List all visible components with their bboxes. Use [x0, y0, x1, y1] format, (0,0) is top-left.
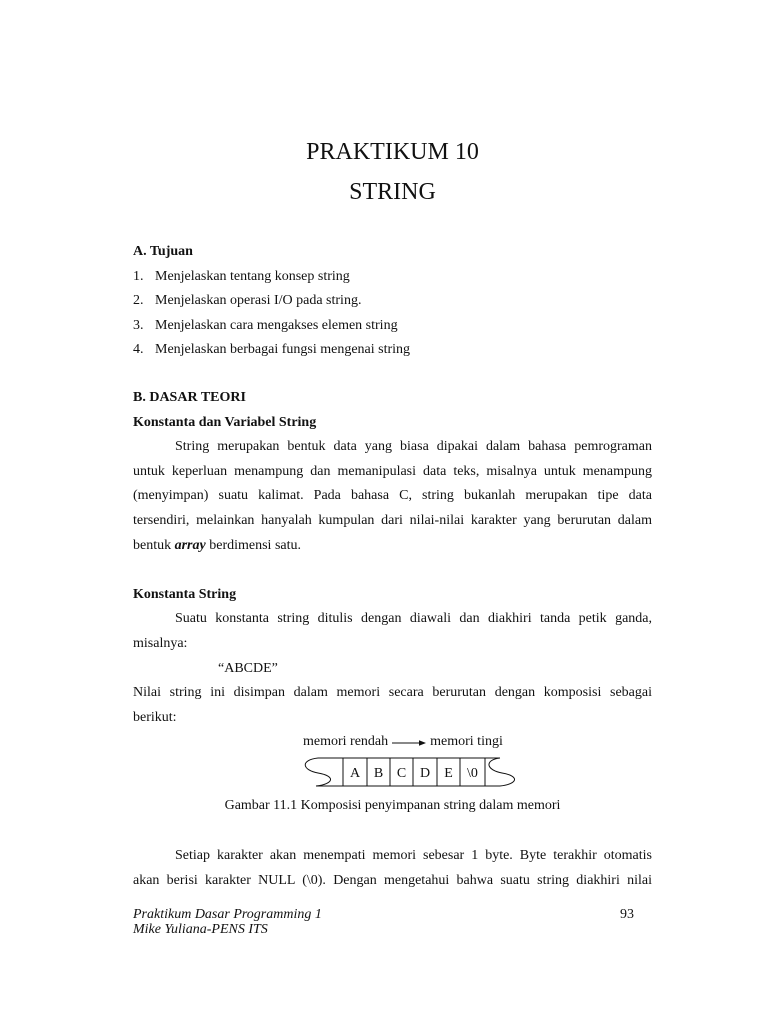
list-number: 1. [133, 268, 144, 284]
figure-caption: Gambar 11.1 Komposisi penyimpanan string dalam memori [224, 798, 561, 813]
closing-paragraph [133, 844, 652, 893]
right-arrow-icon [392, 739, 426, 747]
list-text: Menjelaskan cara mengakses elemen string [155, 317, 398, 333]
paragraph-line: String merupakan bentuk data yang biasa dipakai dalam bahasa pemrograman [175, 439, 652, 455]
low-memory-label: memori rendah [303, 734, 389, 750]
list-number: 4. [133, 342, 144, 358]
section-heading: A. Tujuan [133, 244, 193, 259]
list-text: Menjelaskan berbagai fungsi mengenai string [155, 342, 411, 358]
list-number: 2. [133, 293, 144, 309]
list-item [133, 314, 652, 339]
left-break-mark [305, 758, 330, 786]
chapter-topic: STRING [349, 179, 436, 205]
high-memory-label: memori tingi [430, 734, 503, 750]
arrow-head [419, 741, 426, 747]
subsection-heading: Konstanta String [133, 586, 237, 602]
list-text: Menjelaskan tentang konsep string [155, 268, 350, 284]
paragraph-line: untuk keperluan menampung dan memanipulasi data teks, misalnya untuk menampung [133, 463, 652, 479]
memory-cell-char: A [349, 766, 361, 781]
paragraph-line: akan berisi karakter NULL (\0). Dengan mengetahui bahwa suatu string diakhiri nilai [133, 872, 652, 888]
list-item [133, 338, 652, 363]
subsection-heading: Konstanta dan Variabel String [133, 414, 317, 430]
paragraph-line: Setiap karakter akan menempati memori sebesar 1 byte. Byte terakhir otomatis [175, 848, 652, 863]
list-text: Menjelaskan operasi I/O pada string. [155, 293, 362, 309]
section-tujuan [133, 240, 652, 363]
list-number: 3. [133, 317, 144, 333]
paragraph-line: Nilai string ini disimpan dalam memori secara berurutan dengan komposisi sebagai [133, 685, 652, 701]
memory-cell-char: D [419, 766, 431, 781]
list-item [133, 265, 652, 290]
emphasized-term: array [174, 537, 206, 553]
footer-course: Praktikum Dasar Programming 1 [133, 907, 322, 922]
paragraph-line: tersendiri, melainkan hanyalah kumpulan dari nilai-nilai karakter yang berurutan dalam [133, 512, 652, 528]
paragraph-spacer [133, 558, 652, 583]
footer-author: Mike Yuliana-PENS ITS [133, 922, 268, 937]
section-dasar-teori [133, 386, 652, 755]
string-constant-example: “ABCDE” [218, 660, 278, 676]
section-heading: B. DASAR TEORI [133, 390, 246, 405]
memory-cell-char: E [444, 766, 453, 781]
paragraph-text: bentuk [133, 537, 175, 553]
page-footer [133, 907, 322, 937]
paragraph-line: Suatu konstanta string ditulis dengan diawali dan diakhiri tanda petik ganda, [175, 611, 652, 627]
paragraph-text: berdimensi satu. [205, 537, 301, 553]
page-number: 93 [620, 907, 634, 922]
paragraph-line: misalnya: [133, 635, 188, 651]
memory-layout-diagram [290, 750, 530, 794]
memory-cell-char: \0 [467, 766, 478, 781]
paragraph-line [133, 534, 652, 559]
paragraph-line: (menyimpan) suatu kalimat. Pada bahasa C, string bukanlah merupakan tipe data [133, 488, 652, 504]
paragraph-line: berikut: [133, 709, 177, 725]
memory-cell-char: C [396, 766, 407, 781]
chapter-title: PRAKTIKUM 10 [306, 139, 479, 165]
list-item [133, 289, 652, 314]
right-break-mark [489, 758, 515, 786]
memory-cell-char: B [373, 766, 384, 781]
